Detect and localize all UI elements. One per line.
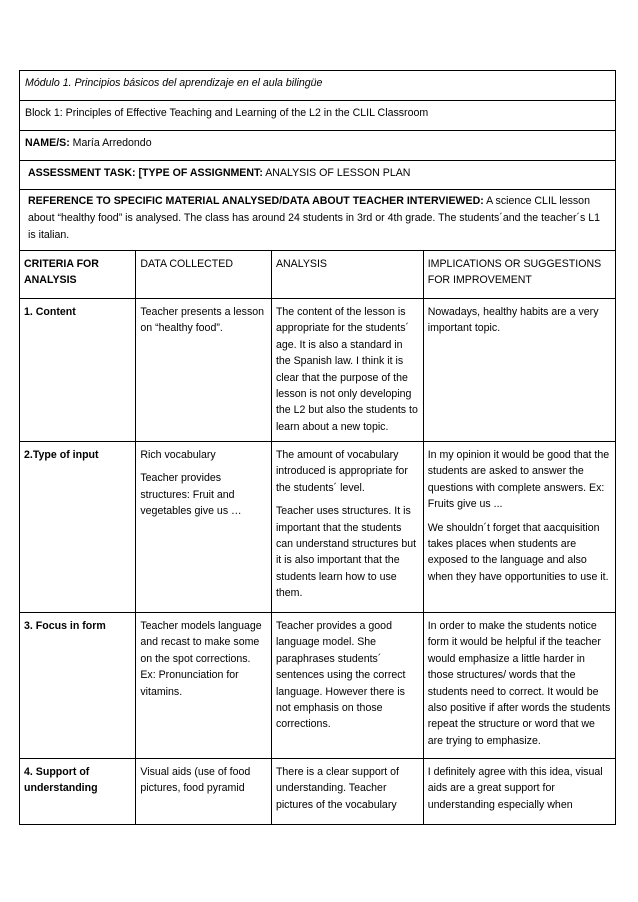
block-row	[19, 100, 616, 130]
cell-text: There is a clear support of understanding. Teacher pictures of the vocabulary	[275, 766, 400, 811]
cell-text: Visual aids (use of food pictures, food pyramid	[140, 766, 251, 795]
table-header-row	[20, 251, 616, 299]
header-analysis: ANALYSIS	[271, 251, 423, 299]
criteria-cell: 3. Focus in form	[20, 613, 136, 759]
header-criteria: CRITERIA FOR ANALYSIS	[20, 251, 136, 299]
analysis-cell	[271, 299, 423, 442]
criteria-cell: 4. Support of understanding	[20, 759, 136, 825]
reference-row	[19, 189, 616, 250]
task-label: ASSESSMENT TASK: [TYPE OF ASSIGNMENT:	[28, 167, 263, 179]
implications-cell	[423, 759, 615, 825]
data-cell	[136, 759, 272, 825]
cell-text: We shouldn´t forget that aacquisition takes places when students are exposed to the language and also when they have opportunities to use it.	[427, 521, 609, 583]
data-cell	[136, 299, 272, 442]
implications-cell	[423, 613, 615, 759]
cell-text: The content of the lesson is appropriate for the students´ age. It is also a standard in the Spanish law. I think it is clear that the purpose of the lesson is not only developing the L2 but also the students to learn about a new topic.	[275, 306, 418, 433]
name-value: María Arredondo	[69, 137, 152, 149]
cell-text: Teacher models language and recast to make some on the spot corrections. Ex: Pronunciation for vitamins.	[140, 620, 262, 698]
table-row	[20, 442, 616, 613]
implications-cell	[423, 299, 615, 442]
header-implications: IMPLICATIONS OR SUGGESTIONS FOR IMPROVEMENT	[423, 251, 615, 299]
task-row	[19, 160, 616, 189]
header-data-collected: DATA COLLECTED	[136, 251, 272, 299]
name-row	[19, 130, 616, 160]
data-cell	[136, 613, 272, 759]
reference-label: REFERENCE TO SPECIFIC MATERIAL ANALYSED/DATA ABOUT TEACHER INTERVIEWED:	[28, 195, 484, 207]
analysis-cell	[271, 759, 423, 825]
implications-cell	[423, 442, 615, 613]
cell-text: Nowadays, healthy habits are a very important topic.	[427, 306, 599, 335]
reference-value: A science CLIL lesson about “healthy food” is analysed. The class has around 24 students in 3rd or 4th grade. The students´and the teacher´s L1 is italian.	[28, 195, 601, 241]
cell-text: Teacher uses structures. It is important that the students can understand structures but it is also important that the students learn how to use them.	[275, 505, 417, 600]
table-row	[20, 759, 616, 825]
analysis-cell	[271, 613, 423, 759]
cell-text: In order to make the students notice form it would be helpful if the teacher would emphasize a little harder in those structures/ words that the students need to correct. It would be also positive if after words the students repeat the structure or word that we are trying to emphasize.	[427, 620, 611, 747]
cell-text: Teacher presents a lesson on “healthy food”.	[140, 306, 265, 335]
module-row	[19, 70, 616, 100]
criteria-cell: 2.Type of input	[20, 442, 136, 613]
data-cell	[136, 442, 272, 613]
module-title: Módulo 1. Principios básicos del aprendizaje en el aula bilingüe	[25, 77, 323, 89]
analysis-cell	[271, 442, 423, 613]
cell-text: Rich vocabulary	[140, 449, 216, 461]
table-row	[20, 613, 616, 759]
name-label: NAME/S:	[25, 137, 70, 149]
table-row	[20, 299, 616, 442]
task-value: ANALYSIS OF LESSON PLAN	[262, 167, 411, 179]
cell-text: Teacher provides structures: Fruit and vegetables give us …	[140, 472, 242, 518]
block-title: Block 1: Principles of Effective Teaching and Learning of the L2 in the CLIL Classroom	[25, 107, 429, 119]
cell-text: Teacher provides a good language model. She paraphrases students´ sentences using the correct language. However there is not emphasis on those corrections.	[275, 620, 406, 731]
cell-text: I definitely agree with this idea, visual aids are a great support for understanding especially when	[427, 766, 603, 811]
criteria-cell: 1. Content	[20, 299, 136, 442]
cell-text: In my opinion it would be good that the students are asked to answer the questions with complete answers. Ex: Fruits give us ...	[427, 449, 610, 511]
cell-text: The amount of vocabulary introduced is appropriate for the students´ level.	[275, 449, 408, 494]
analysis-table	[19, 250, 616, 825]
